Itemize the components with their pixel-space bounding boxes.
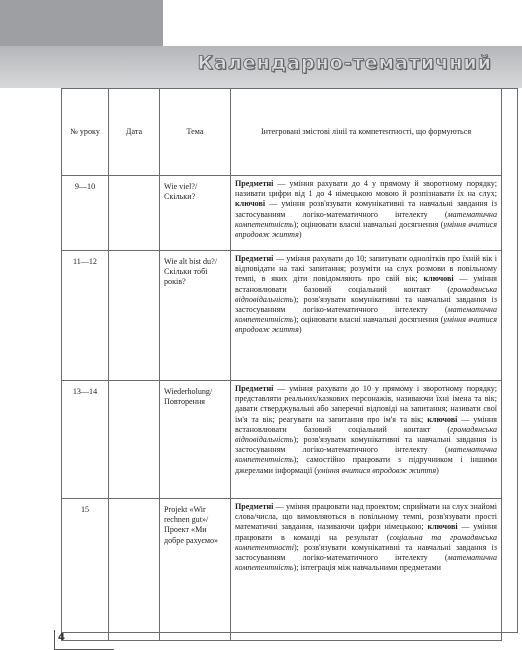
competency-text: ); розв'язувати комунікативні та навчальні завдання із застосуванням логіко-математичного інтелекту ( [235, 542, 497, 563]
footer-rule [54, 630, 55, 650]
lesson-competencies [231, 251, 502, 381]
lesson-topic: Projekt «Wir rechnen gut»/ Проект «Ми добре рахуємо» [160, 499, 231, 641]
competency-text: — уміння розв'язувати комунікативні та навчальні завдання із застосуванням логіко-математичного інтелекту ( [235, 199, 497, 219]
competency-name: математична компетентність [235, 445, 497, 465]
competency-text: — уміння встановлювати базовий соціальний контакт ( [235, 414, 497, 434]
lesson-date [109, 176, 160, 251]
table-row [62, 381, 502, 499]
lesson-date [109, 499, 160, 641]
competency-type-label: ключові [423, 274, 454, 284]
lesson-topic: Wie alt bist du?/Скільки тобі років? [160, 251, 231, 381]
competency-type-label: ключові [427, 414, 458, 424]
competency-name: соціальна та громадянська компетентності [235, 532, 498, 552]
table-row [62, 176, 502, 251]
lesson-number: 15 [62, 499, 109, 641]
competency-text: ); розв'язувати комунікативні та навчальні завдання із застосуванням логіко-математичного інтелекту ( [235, 435, 497, 455]
competency-type-label: ключові [235, 199, 266, 209]
competency-name: математична компетентність [235, 305, 497, 325]
header-topic: Тема [160, 89, 231, 176]
competency-text: — уміння встановлювати базовий соціальний контакт ( [235, 274, 497, 294]
competency-name: уміння вчитися впродовж життя [316, 465, 437, 475]
competency-text: — уміння працювати в команді на результат ( [235, 522, 497, 542]
competency-text: — уміння працювати над проектом; сприймати на слух знайомі слова/числа, що вимовляються в повільному темпі, розв'язувати прості математичні завдання, називаючи цифри німецькою; [235, 502, 497, 532]
lesson-competencies [231, 176, 502, 251]
competency-text: — уміння рахувати до 10 у прямому і зворотному порядку; представляти реальних/казкових персонажів, називаючи їхні імена та вік; давати стверджувальні або заперечні відповіді на запитання; називати свої ім'я та вік; реагувати на запитання про ім'я та вік; [235, 384, 497, 424]
competency-type-label: Предметні [235, 254, 274, 263]
competency-name: математична компетентність [235, 209, 497, 229]
competency-text: ); інтеграція між навчальними предметами [293, 563, 441, 573]
header-content: Інтегровані змістові лінії та компетентності, що формуються [231, 89, 502, 176]
competency-text: — уміння рахувати до 10; запитувати однолітків про їхній вік і відповідати на такі запитання; розуміти на слух розмови в повільному темпі, в яких діти повідомляють про свій вік; [235, 254, 497, 284]
lesson-date [109, 251, 160, 381]
competency-name: громадянська відповідальність [235, 284, 497, 304]
page-title: Календарно-тематичний [197, 52, 492, 74]
lesson-competencies [231, 499, 502, 641]
continuation-column [501, 88, 518, 633]
lesson-topic: Wiederholung/ Повторення [160, 381, 231, 499]
competency-text: ); оцінювати власні навчальні досягнення ( [293, 315, 444, 325]
competency-text: — уміння рахувати до 4 у прямому й зворотному порядку; називати цифри від 1 до 4 німецькою мовою й розпізнавати їх на слух; [235, 179, 497, 199]
competency-type-label: Предметні [235, 179, 274, 188]
table-row [62, 499, 502, 641]
competency-text: ); самостійно працювати з підручником і іншими джерелами інформації ( [235, 455, 497, 475]
competency-name: уміння вчитися впродовж життя [235, 315, 497, 335]
lesson-date [109, 381, 160, 499]
page-number: 4 [58, 632, 65, 643]
competency-text: ) [298, 230, 302, 240]
header-lesson-no: № уроку [62, 89, 109, 176]
competency-name: громадянська відповідальність [235, 424, 497, 445]
table-header-row [62, 89, 502, 176]
competency-text: ) [298, 325, 302, 335]
header-date: Дата [109, 89, 160, 176]
competency-text: ) [436, 465, 439, 475]
thematic-plan-table [61, 88, 502, 641]
corner-tab [0, 0, 163, 46]
competency-text: ); оцінювати власні навчальні досягнення ( [293, 219, 444, 229]
lesson-competencies [231, 381, 502, 499]
lesson-number: 13—14 [62, 381, 109, 499]
competency-text: ); розв'язувати комунікативні та навчальні завдання із застосуванням логіко-математичного інтелекту ( [235, 294, 497, 315]
competency-name: уміння вчитися впродовж життя [235, 219, 497, 240]
competency-type-label: Предметні [235, 502, 274, 511]
competency-type-label: Предметні [235, 384, 274, 393]
table-row [62, 251, 502, 381]
lesson-number: 11—12 [62, 251, 109, 381]
competency-name: математична компетентність [235, 553, 497, 573]
lesson-number: 9—10 [62, 176, 109, 251]
competency-type-label: ключові [427, 522, 458, 532]
lesson-topic: Wie viel?/ Скільки? [160, 176, 231, 251]
